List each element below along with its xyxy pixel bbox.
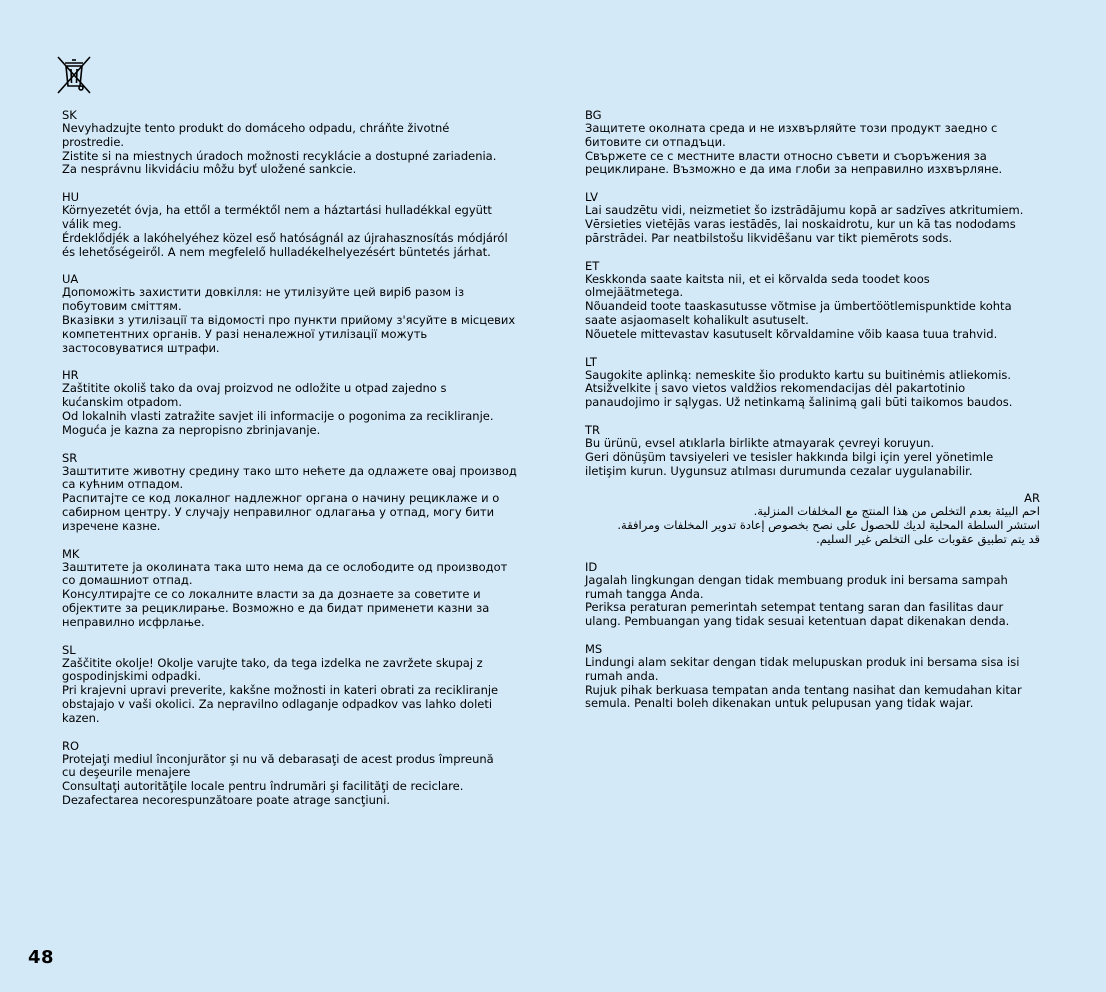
language-code: BG <box>585 108 602 122</box>
disposal-notice-text: Lindungi alam sekitar dengan tidak melupuskan produk ini bersama sisa isi rumah anda. Rujuk pihak berkuasa tempatan anda tentang nasihat dan kemudahan kitar semula. Penalti boleh dikenakan untuk pelupusan yang tidak wajar. <box>585 654 1022 711</box>
disposal-notice-text: Keskkonda saate kaitsta nii, et ei kõrvalda seda toodet koos olmejäätmetega. Nõuandeid toote taaskasutusse võtmise ja ümbertöötlemispunktide kohta saate asjaomaselt kohalikult asutuselt. Nõuetele mittevastav kasutuselt kõrvaldamine võib kaasa tuua trahvid. <box>585 271 1012 341</box>
language-code: AR <box>1024 491 1040 506</box>
disposal-notice-text: Заштитете ја околината така што нема да се ослободите од производот со домашниот отпад. Консултирајте се со локалните власти за да дознаете за советите и објектите за рециклирање. Возможно е да бидат применети казни за неправилно исфрлање. <box>62 559 508 629</box>
disposal-notice-text: Bu ürünü, evsel atıklarla birlikte atmayarak çevreyi koruyun. Geri dönüşüm tavsiyeleri ve tesisler hakkında bilgi için yerel yönetimle iletişim kurun. Uygunsuz atılması durumunda cezalar uygulanabilir. <box>585 435 994 478</box>
language-code: SR <box>62 450 78 465</box>
language-block-sk <box>62 108 522 177</box>
language-block-sl <box>62 643 522 726</box>
disposal-notice-text: Jagalah lingkungan dengan tidak membuang produk ini bersama sampah rumah tangga Anda. Periksa peraturan pemerintah setempat tentang saran dan fasilitas daur ulang. Pembuangan yang tidak sesuai ketentuan dapat dikenakan denda. <box>585 572 1010 629</box>
language-block-bg <box>585 108 1040 177</box>
language-block-hr <box>62 368 522 437</box>
language-code: HU <box>62 190 80 205</box>
language-code: MS <box>585 641 603 656</box>
language-code: ID <box>585 559 598 574</box>
language-code: UA <box>62 272 79 287</box>
language-code: TR <box>585 422 601 437</box>
language-code: MK <box>62 546 80 561</box>
language-block-mk <box>62 547 522 630</box>
language-block-ms <box>585 642 1040 711</box>
language-block-ro <box>62 739 522 808</box>
language-block-ua <box>62 272 522 355</box>
language-block-lt <box>585 355 1040 410</box>
disposal-notice-text: Lai saudzētu vidi, neizmetiet šo izstrādājumu kopā ar sadzīves atkritumiem. Vērsieties vietējās varas iestādēs, lai noskaidrotu, kur un kā tas nododams pārstrādei. Par neatbilstošu likvidēšanu var tikt piemērots sods. <box>585 203 1024 245</box>
page-number: 48 <box>28 947 55 968</box>
disposal-notice-text: Környezetét óvja, ha ettől a terméktől nem a háztartási hulladékkal együtt válik meg. Érdeklődjék a lakóhelyéhez közel eső hatóságnál az újrahasznosítás módjáról és lehetőségeiről. A nem megfelelő hulladékelhelyezésért büntetés járhat. <box>62 203 508 259</box>
disposal-notice-text: Zaščitite okolje! Okolje varujte tako, da tega izdelka ne zavržete skupaj z gospodinjskimi odpadki. Pri krajevni upravi preverite, kakšne možnosti in kateri obrati za recikliranje obstajajo v vaši okolici. Za nepravilno odlaganje odpadkov vas lahko doleti kazen. <box>62 655 499 725</box>
disposal-notice-text: Protejaţi mediul înconjurător şi nu vă debarasaţi de acest produs împreună cu deşeurile menajere Consultaţi autorităţile locale pentru îndrumări şi facilităţi de reciclare. Dezafectarea necorespunzătoare poate atrage sancţiuni. <box>62 751 494 807</box>
language-block-tr <box>585 423 1040 478</box>
disposal-notice-text: Nevyhadzujte tento produkt do domáceho odpadu, chráňte životné prostredie. Zistite si na miestnych úradoch možnosti recyklácie a dostupné zariadenia. Za nesprávnu likvidáciu môžu byť uložené sankcie. <box>62 121 497 177</box>
language-block-ar <box>585 491 1040 546</box>
language-code: SK <box>62 108 77 122</box>
language-block-hu <box>62 190 522 259</box>
language-code: HR <box>62 368 79 383</box>
disposal-notice-text: Заштитите животну средину тако што нећете да одлажете овај производ са кућним отпадом. Распитајте се код локалног надлежног органа о начину рециклаже и о сабирном центру. У случају неправилног одлагања у отпад, могу бити изречене казне. <box>62 463 517 533</box>
language-block-et <box>585 259 1040 342</box>
language-code: LT <box>585 354 597 369</box>
language-code: SL <box>62 642 76 657</box>
language-code: RO <box>62 738 80 753</box>
left-column <box>62 108 522 821</box>
language-block-sr <box>62 451 522 534</box>
disposal-notice-text: Zaštitite okoliš tako da ovaj proizvod ne odložite u otpad zajedno s kućanskim otpadom. Od lokalnih vlasti zatražite savjet ili informacije o pogonima za recikliranje. Moguća je kazna za nepropisno zbrinjavanje. <box>62 381 494 437</box>
language-code: ET <box>585 258 600 273</box>
language-block-id <box>585 560 1040 629</box>
disposal-notice-text: Допоможіть захистити довкілля: не утилізуйте цей виріб разом із побутовим сміттям. Вказівки з утилізації та відомості про пункти прийому з'ясуйте в місцевих компетентних органів. У разі неналежної утилізації можуть застосовуватися штрафи. <box>62 285 516 355</box>
crossed-out-wheelie-bin-icon <box>55 55 93 95</box>
right-column <box>585 108 1040 724</box>
language-block-lv <box>585 190 1040 245</box>
language-code: LV <box>585 190 599 205</box>
disposal-notice-text: Защитете околната среда и не изхвърляйте този продукт заедно с битовите си отпадъци. Свържете се с местните власти относно съвети и съоръжения за рециклиране. Възможно е да има глоби за неправилно изхвърляне. <box>585 121 1003 177</box>
disposal-notice-text: احم البيئة بعدم التخلص من هذا المنتج مع المخلفات المنزلية. استشر السلطة المحلية لديك للحصول على نصح بخصوص إعادة تدوير المخلفات ومرافقة. قد يتم تطبيق عقوبات على التخلص غير السليم. <box>617 504 1040 546</box>
disposal-notice-text: Saugokite aplinką: nemeskite šio produkto kartu su buitinėmis atliekomis. Atsižvelkite į savo vietos valdžios rekomendacijas dėl pakartotinio panaudojimo ir sąlygas. Už netinkamą šalinimą gali būti taikomos baudos. <box>585 367 1013 410</box>
